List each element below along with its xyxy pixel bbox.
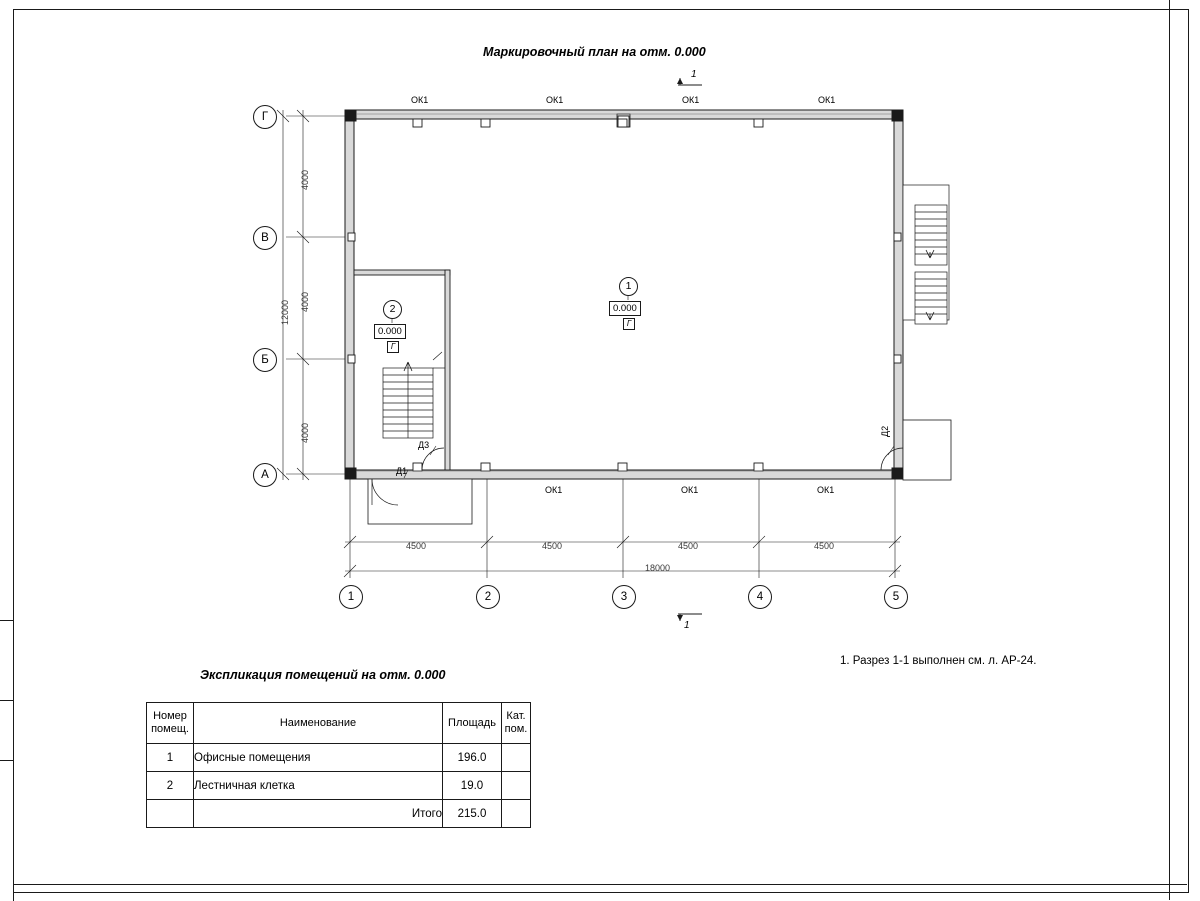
axis-bubble-b: Б [253,348,277,372]
window-label-bottom-1: ОК1 [545,485,563,495]
window-label-top-4: ОК1 [818,95,836,105]
table-row [147,744,531,772]
vertical-dim-2: 4000 [300,291,310,312]
window-label-top-2: ОК1 [546,95,564,105]
cell-room-number: 1 [147,744,194,772]
cell-total-blank [147,800,194,828]
room-floor-mark-2: Г [387,341,399,353]
room-floor-mark-1: Г [623,318,635,330]
header-room-area: Площадь [443,703,502,744]
room-level-2: 0.000 [374,324,406,339]
explication-title: Экспликация помещений на отм. 0.000 [200,668,446,682]
cell-room-area: 196.0 [443,744,502,772]
axis-bubble-g: Г [253,105,277,129]
cell-room-name: Лестничная клетка [194,772,443,800]
cell-room-category [502,744,531,772]
cell-room-name: Офисные помещения [194,744,443,772]
window-label-bottom-3: ОК1 [817,485,835,495]
vertical-dim-3: 4000 [300,422,310,443]
axis-bubble-1: 1 [339,585,363,609]
section-mark-top: 1 [691,69,697,80]
explication-table [146,702,531,828]
horizontal-dim-3: 4500 [678,541,699,551]
window-label-bottom-2: ОК1 [681,485,699,495]
cell-total-label: Итого [194,800,443,828]
header-room-category-line1: Кат. [506,710,526,723]
room-tag-number-2: 2 [383,300,402,319]
axis-bubble-5: 5 [884,585,908,609]
horizontal-dim-4: 4500 [814,541,835,551]
axis-bubble-v: В [253,226,277,250]
header-room-number [147,703,194,744]
axis-bubble-2: 2 [476,585,500,609]
cell-room-area: 19.0 [443,772,502,800]
door-label-d3: Д3 [418,440,430,450]
window-label-top-1: ОК1 [411,95,429,105]
table-total-row [147,800,531,828]
axis-bubble-4: 4 [748,585,772,609]
cell-total-area: 215.0 [443,800,502,828]
room-level-1: 0.000 [609,301,641,316]
cell-room-category [502,772,531,800]
vertical-dim-1: 4000 [300,169,310,190]
header-room-name: Наименование [194,703,443,744]
horizontal-dim-total: 18000 [645,563,671,573]
window-label-top-3: ОК1 [682,95,700,105]
horizontal-dim-1: 4500 [406,541,427,551]
axis-bubble-3: 3 [612,585,636,609]
door-label-d2: Д2 [880,425,890,437]
drawing-note: 1. Разрез 1-1 выполнен см. л. АР-24. [840,655,1037,667]
vertical-dim-total: 12000 [280,299,290,325]
cell-room-number: 2 [147,772,194,800]
header-room-number-line1: Номер [153,710,187,723]
header-room-category [502,703,531,744]
table-header-row [147,703,531,744]
axis-bubble-a: А [253,463,277,487]
horizontal-dim-2: 4500 [542,541,563,551]
page-title: Маркировочный план на отм. 0.000 [483,45,706,59]
room-tag-number-1: 1 [619,277,638,296]
header-room-number-line2: помещ. [151,723,189,735]
header-room-category-line2: пом. [504,723,528,735]
section-mark-bottom: 1 [684,620,690,631]
door-label-d1: Д1 [396,466,408,476]
table-row [147,772,531,800]
cell-total-category [502,800,531,828]
